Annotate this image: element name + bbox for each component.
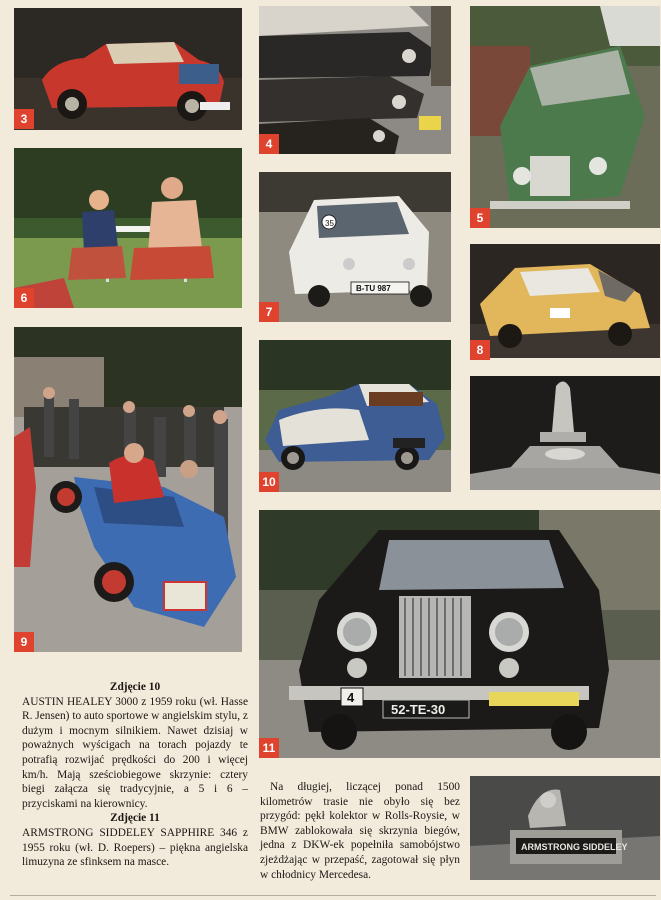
photo-badge-image xyxy=(470,776,660,880)
photo-number-badge: 3 xyxy=(14,109,34,129)
photo-sphinx-image xyxy=(470,376,660,490)
photo-5-image xyxy=(470,6,660,228)
photo-number-badge: 9 xyxy=(14,632,34,652)
race-number-35: 35 xyxy=(325,219,334,228)
caption-text-11: ARMSTRONG SIDDELEY SAPPHIRE 346 z 1955 roku (wł. D. Roepers) – piękna angielska limuzyna ze sfinksem na masce. xyxy=(22,826,248,869)
photo-number-badge: 7 xyxy=(259,302,279,322)
photo-7 xyxy=(259,172,451,322)
photo-10-image xyxy=(259,340,451,492)
photo-4 xyxy=(259,6,451,154)
photo-5 xyxy=(470,6,660,228)
photo-7-image xyxy=(259,172,451,322)
photo-armstrong-badge xyxy=(470,776,660,880)
photo-number-badge: 11 xyxy=(259,738,279,758)
photo-4-image xyxy=(259,6,451,154)
license-plate-photo-11: 52-TE-30 xyxy=(391,702,446,717)
photo-number-badge: 4 xyxy=(259,134,279,154)
photo-sphinx-ornament xyxy=(470,376,660,490)
photo-11 xyxy=(259,510,660,758)
race-number-4: 4 xyxy=(347,690,355,705)
caption-text-10: AUSTIN HEALEY 3000 z 1959 roku (wł. Hasse R. Jensen) to auto sportowe w angielskim stylu, z dużym i mocnym silnikiem. Nawet dzisiaj w poważnych wyścigach na torach pojazdy te potrafią rozwijać prędkości do 200 i więcej km/h. Mają sześciobiegowe skrzynie: cztery biegi załącza się tradycyjnie, a 5 i 6 – przyciskami na kierownicy. xyxy=(22,695,248,810)
license-plate-photo-7: B-TU 987 xyxy=(356,284,391,293)
caption-heading-11: Zdjęcie 11 xyxy=(110,812,160,825)
photo-number-badge: 8 xyxy=(470,340,490,360)
photo-3 xyxy=(14,8,242,130)
armstrong-siddeley-badge-text: ARMSTRONG SIDDELEY xyxy=(521,842,628,852)
article-body-text xyxy=(260,780,460,882)
photo-captions xyxy=(22,680,248,870)
photo-8 xyxy=(470,244,660,358)
photo-8-image xyxy=(470,244,660,358)
photo-number-badge: 6 xyxy=(14,288,34,308)
body-paragraph: Na długiej, liczącej ponad 1500 kilometrów trasie nie obyło się bez przygód: pękł kolektor w Rolls-Roysie, w BMW zablokowała się skrzynia biegów, jedna z DKW-ek popełniła samobójstwo zjeżdżając w przepaść, zagotował się płyn w chłodnicy Mercedesa. xyxy=(260,781,460,881)
photo-10 xyxy=(259,340,451,492)
caption-heading-10: Zdjęcie 10 xyxy=(109,681,161,693)
photo-9 xyxy=(14,327,242,652)
photo-number-badge: 5 xyxy=(470,208,490,228)
photo-3-image xyxy=(14,8,242,130)
photo-11-image xyxy=(259,510,660,758)
photo-6 xyxy=(14,148,242,308)
photo-9-image xyxy=(14,327,242,652)
page-divider xyxy=(10,895,656,896)
photo-6-image xyxy=(14,148,242,308)
photo-number-badge: 10 xyxy=(259,472,279,492)
